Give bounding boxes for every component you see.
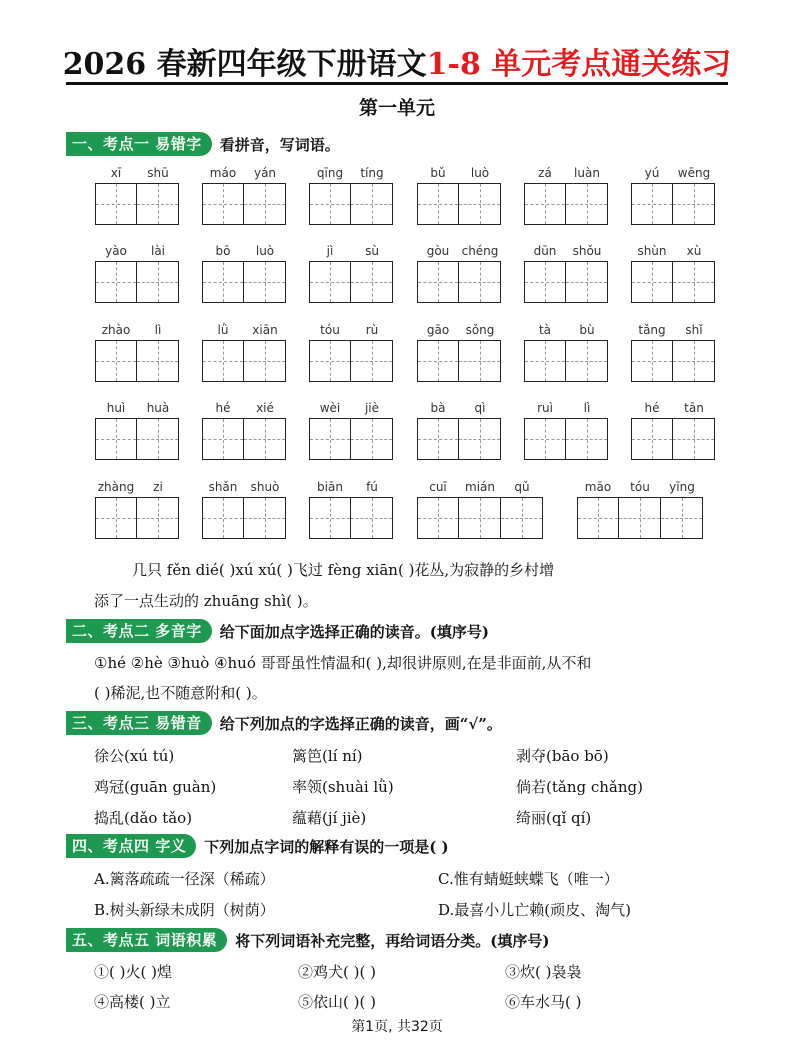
section-5-instruction: 将下列词语补充完整，再给词语分类。(填序号) (235, 931, 550, 950)
writing-box[interactable] (351, 418, 393, 460)
writing-box[interactable] (524, 261, 566, 303)
writing-box[interactable] (137, 497, 179, 539)
writing-box-group (202, 340, 286, 382)
pinyin-label: qǔ (514, 480, 530, 494)
writing-box[interactable] (309, 340, 351, 382)
pinyin-label: biān (317, 480, 343, 494)
writing-box[interactable] (459, 497, 501, 539)
pinyin-label: zá (538, 166, 552, 180)
pinyin-label: yú (644, 166, 660, 180)
idiom-item: ⑥车水马( ) (505, 993, 582, 1011)
pinyin-label: bǔ (430, 166, 446, 180)
writing-box-group (95, 261, 179, 303)
pinyin-label: yīng (669, 480, 695, 494)
pron-item: 徐公(xú tú) (94, 747, 175, 765)
writing-box[interactable] (566, 418, 608, 460)
writing-box[interactable] (351, 497, 393, 539)
writing-box-group (524, 261, 608, 303)
pinyin-label: yào (105, 244, 127, 258)
writing-box[interactable] (459, 183, 501, 225)
pinyin-label: luàn (574, 166, 600, 180)
pinyin-label: chéng (461, 244, 499, 258)
pinyin-label: bō (215, 244, 231, 258)
writing-box-group (631, 418, 715, 460)
unit-title: 第一单元 (358, 97, 435, 119)
section-2-instruction: 给下面加点字选择正确的读音。(填序号) (219, 622, 489, 641)
writing-box[interactable] (417, 497, 459, 539)
section-5-header (66, 928, 549, 952)
pinyin-label: tóu (630, 480, 650, 494)
writing-box[interactable] (631, 340, 673, 382)
writing-box[interactable] (619, 497, 661, 539)
writing-box[interactable] (631, 183, 673, 225)
passage-line-1: 几只 fěn dié( )xú xú( )飞过 fèng xiān( )花丛,为寂静的乡村增 (132, 561, 555, 579)
pinyin-label: gāo (426, 323, 450, 337)
writing-box[interactable] (137, 183, 179, 225)
writing-box[interactable] (524, 183, 566, 225)
section-1-tag: 一、考点一 易错字 (66, 132, 212, 156)
writing-box[interactable] (244, 183, 286, 225)
pron-item: 鸡冠(guān guàn) (94, 778, 217, 796)
pinyin-label: huì (106, 401, 126, 415)
pinyin-label: xié (256, 401, 274, 415)
pinyin-label: mián (465, 480, 495, 494)
pinyin-label: yán (253, 166, 277, 180)
writing-box-group (309, 183, 393, 225)
idiom-item: ⑤依山( )( ) (298, 993, 376, 1011)
writing-box[interactable] (501, 497, 543, 539)
writing-box[interactable] (459, 418, 501, 460)
pinyin-label: qì (474, 401, 486, 415)
pinyin-label: tān (684, 401, 704, 415)
pinyin-label: luò (470, 166, 490, 180)
pinyin-label: rù (365, 323, 379, 337)
pinyin-label: gòu (426, 244, 450, 258)
writing-box-group (95, 497, 179, 539)
writing-box[interactable] (202, 183, 244, 225)
pinyin-label: tíng (360, 166, 384, 180)
pinyin-label: shuò (250, 480, 280, 494)
section-2-tag: 二、考点二 多音字 (66, 619, 212, 643)
pinyin-label: shǒu (572, 244, 602, 258)
writing-box[interactable] (351, 261, 393, 303)
writing-box-group (417, 261, 501, 303)
idiom-item: ④高楼( )立 (94, 993, 171, 1011)
writing-box[interactable] (95, 183, 137, 225)
pinyin-label: hé (644, 401, 660, 415)
pron-item: 捣乱(dǎo tǎo) (94, 809, 193, 827)
writing-box[interactable] (566, 340, 608, 382)
writing-box-group (309, 418, 393, 460)
pinyin-label: wēng (677, 166, 711, 180)
idiom-item: ①( )火( )煌 (94, 963, 172, 981)
pinyin-label: shǐ (685, 323, 703, 337)
pinyin-label: sǒng (465, 323, 495, 337)
pinyin-label: lǜ (217, 323, 229, 337)
section-5-tag: 五、考点五 词语积累 (66, 928, 227, 952)
section-1-instruction: 看拼音，写词语。 (219, 135, 340, 154)
writing-box[interactable] (244, 261, 286, 303)
pinyin-label: sù (365, 244, 379, 258)
writing-box-group (202, 261, 286, 303)
polyphone-line-2: ( )稀泥,也不随意附和( )。 (94, 684, 267, 702)
pinyin-label: fú (366, 480, 378, 494)
writing-box[interactable] (577, 497, 619, 539)
pron-item: 篱笆(lí ní) (292, 747, 363, 765)
title-underline (66, 82, 728, 85)
writing-box-group (309, 261, 393, 303)
pinyin-label: wèi (319, 401, 341, 415)
writing-box-group (95, 418, 179, 460)
writing-box[interactable] (244, 418, 286, 460)
writing-box[interactable] (524, 418, 566, 460)
writing-box-group (524, 340, 608, 382)
pinyin-label: huà (146, 401, 170, 415)
pinyin-label: lài (150, 244, 166, 258)
pron-item: 率领(shuài lǜ) (292, 778, 394, 796)
writing-box[interactable] (351, 340, 393, 382)
pinyin-label: tǎng (638, 323, 666, 337)
writing-box[interactable] (459, 340, 501, 382)
choice-option-b: B.树头新绿未成阴（树荫） (94, 901, 275, 919)
pinyin-label: hé (215, 401, 231, 415)
writing-box-group (524, 418, 608, 460)
pinyin-label: māo (584, 480, 612, 494)
writing-box-group (417, 340, 501, 382)
writing-box[interactable] (417, 418, 459, 460)
pinyin-label: jì (326, 244, 334, 258)
writing-box[interactable] (417, 183, 459, 225)
section-2-header (66, 619, 489, 643)
writing-box[interactable] (459, 261, 501, 303)
pinyin-label: lì (583, 401, 591, 415)
writing-box-group (95, 340, 179, 382)
pinyin-label: bù (579, 323, 595, 337)
writing-box-group (417, 418, 501, 460)
pinyin-label: bà (430, 401, 446, 415)
writing-box-group (631, 340, 715, 382)
section-3-header (66, 711, 502, 735)
writing-box[interactable] (95, 497, 137, 539)
pron-item: 绮丽(qǐ qí) (516, 809, 592, 827)
section-3-instruction: 给下列加点的字选择正确的读音，画“√”。 (219, 714, 502, 733)
writing-box-group (202, 497, 286, 539)
pinyin-label: shū (147, 166, 169, 180)
pinyin-label: xù (686, 244, 702, 258)
pinyin-label: ruì (537, 401, 553, 415)
writing-box-group (417, 183, 501, 225)
section-4-header (66, 834, 449, 858)
writing-box[interactable] (95, 418, 137, 460)
writing-box[interactable] (566, 261, 608, 303)
writing-box-group (202, 183, 286, 225)
pinyin-label: shùn (637, 244, 667, 258)
writing-box[interactable] (244, 497, 286, 539)
writing-box-group (524, 183, 608, 225)
pinyin-label: zhàng (97, 480, 135, 494)
writing-box[interactable] (244, 340, 286, 382)
writing-box-group (309, 340, 393, 382)
section-4-tag: 四、考点四 字义 (66, 834, 196, 858)
page-title (0, 46, 794, 84)
writing-box[interactable] (95, 340, 137, 382)
writing-box[interactable] (661, 497, 703, 539)
writing-box-group (631, 183, 715, 225)
writing-box[interactable] (95, 261, 137, 303)
section-3-tag: 三、考点三 易错音 (66, 711, 212, 735)
writing-box-group (95, 183, 179, 225)
writing-box[interactable] (309, 261, 351, 303)
page-footer: 第1页, 共32页 (351, 1019, 443, 1035)
polyphone-line-1: ①hé ②hè ③huò ④huó 哥哥虽性情温和( ),却很讲原则,在是非面前,从不和 (94, 654, 592, 672)
pinyin-label: shǎn (208, 480, 238, 494)
pinyin-label: xī (110, 166, 122, 180)
writing-box[interactable] (631, 418, 673, 460)
writing-box[interactable] (137, 261, 179, 303)
writing-box[interactable] (202, 418, 244, 460)
writing-box[interactable] (137, 340, 179, 382)
writing-box-group (202, 418, 286, 460)
choice-option-d: D.最喜小儿亡赖(顽皮、淘气) (438, 901, 631, 919)
pinyin-label: jiè (364, 401, 380, 415)
pinyin-label: xiān (252, 323, 278, 337)
writing-box-group (309, 497, 393, 539)
pinyin-label: qīng (316, 166, 344, 180)
writing-box[interactable] (524, 340, 566, 382)
pinyin-label: tà (538, 323, 552, 337)
pinyin-label: lì (154, 323, 162, 337)
writing-box[interactable] (417, 261, 459, 303)
title-part-red: 1-8 单元考点通关练习 (426, 47, 732, 82)
writing-box-group (631, 261, 715, 303)
writing-box[interactable] (309, 183, 351, 225)
pinyin-label: luò (255, 244, 275, 258)
writing-box[interactable] (351, 183, 393, 225)
idiom-item: ②鸡犬( )( ) (298, 963, 376, 981)
writing-box[interactable] (309, 497, 351, 539)
writing-box-group (417, 497, 543, 539)
writing-box[interactable] (202, 340, 244, 382)
writing-box[interactable] (417, 340, 459, 382)
pinyin-label: dūn (533, 244, 557, 258)
writing-box[interactable] (309, 418, 351, 460)
writing-box[interactable] (566, 183, 608, 225)
writing-box[interactable] (631, 261, 673, 303)
pinyin-label: zi (153, 480, 163, 494)
writing-box[interactable] (673, 340, 715, 382)
pinyin-label: cuī (429, 480, 447, 494)
pron-item: 剥夺(bāo bō) (516, 747, 609, 765)
writing-box[interactable] (673, 418, 715, 460)
choice-option-c: C.惟有蜻蜓蛱蝶飞（唯一） (438, 870, 619, 888)
pinyin-label: tóu (320, 323, 340, 337)
section-1-header (66, 132, 340, 156)
writing-box[interactable] (137, 418, 179, 460)
writing-box[interactable] (673, 183, 715, 225)
choice-option-a: A.篱落疏疏一径深（稀疏） (94, 870, 275, 888)
writing-box-group (577, 497, 703, 539)
passage-line-2: 添了一点生动的 zhuāng shì( )。 (94, 592, 318, 610)
writing-box[interactable] (202, 497, 244, 539)
idiom-item: ③炊( )袅袅 (505, 963, 582, 981)
title-part-black: 2026 春新四年级下册语文 (62, 47, 427, 82)
pinyin-label: zhào (101, 323, 131, 337)
pron-item: 蕴藉(jí jiè) (292, 809, 367, 827)
pron-item: 倘若(tǎng chǎng) (516, 778, 643, 796)
section-4-instruction: 下列加点字词的解释有误的一项是( ) (204, 837, 449, 856)
writing-box[interactable] (673, 261, 715, 303)
pinyin-label: máo (209, 166, 237, 180)
writing-box[interactable] (202, 261, 244, 303)
